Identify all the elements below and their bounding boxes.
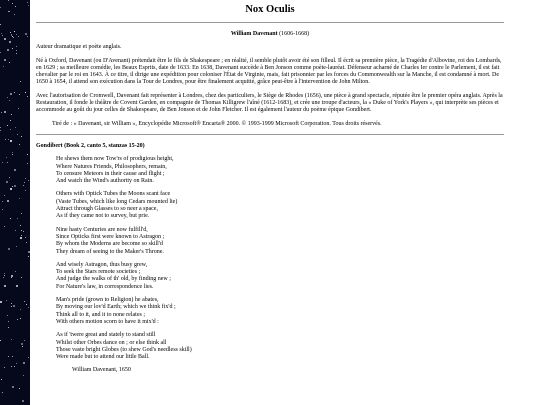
poem-line: To seek the Stars remote societies ; [56,269,141,276]
star [28,180,29,181]
poem-line: With others motion scorn to have it mix'd : [56,318,159,325]
poem-signature: William Davenant, 1650 [72,367,131,374]
star [9,11,10,12]
poem-line: Man's pride (grown to Religion) he abates, [56,297,159,304]
star [4,195,5,196]
poem-line: Since Opticks first were known to Astragon ; [56,233,165,240]
poem-line: They dream of seeing to the Maker's Throne. [56,248,164,255]
star [13,37,14,38]
star [0,127,1,128]
poem-line: (Vaste Tubes, which like long Cedars mounted lie) [56,198,178,205]
poem-line: As if they came not to survey, but prie. [56,213,150,220]
source-credit: Tiré de : « Davenant, sir William », Encyclopédie Microsoft® Encarta® 2000. © 1993-1999 Microsoft Corporation. Tous droits réservés. [52,120,382,127]
star [14,14,15,15]
star [4,367,5,368]
bio-intro: Auteur dramatique et poète anglais. [36,44,122,51]
star [21,343,23,345]
star [14,92,15,93]
star [2,201,3,202]
star [0,130,1,131]
star [15,127,16,128]
star [0,52,1,53]
star [17,134,18,135]
star [1,379,2,380]
star [11,277,12,278]
author-name: William Davenant [230,31,278,37]
star [2,162,3,163]
star [10,32,11,33]
poem-line: Were made but to attend our little Ball. [56,354,150,361]
star [10,129,11,130]
star [1,33,2,34]
star [7,125,8,126]
star [10,93,12,95]
star [12,356,13,357]
star [0,301,2,303]
star [3,277,4,278]
star [16,246,17,247]
star [7,315,8,316]
star [25,178,26,179]
star [12,386,14,388]
poem-stanza [56,262,504,291]
star [2,209,3,210]
star [20,318,21,319]
title-divider [36,22,504,23]
star [21,213,22,214]
star [4,111,6,113]
star [27,2,28,3]
star [6,181,8,183]
star [20,237,22,239]
author-dates: (1606-1668) [279,31,310,37]
star [8,356,9,357]
star [12,186,13,187]
star [21,277,22,278]
star [28,251,30,253]
star [0,340,1,341]
poem-body [36,156,504,361]
poem-stanza [56,191,504,220]
star [12,152,13,153]
star [19,94,20,95]
star [4,38,6,40]
star [27,154,28,155]
star [12,154,13,155]
star [10,218,11,219]
star [11,306,12,307]
star [22,400,24,402]
poem-line: As if 'twere great and stately to stand still [56,332,156,339]
star [26,304,27,305]
star [23,362,25,364]
star [13,305,15,307]
star [25,190,26,191]
poem-line: For Nature's law, in correspondence lies. [56,283,154,290]
star [8,0,9,1]
poem-stanza [56,297,504,326]
star [22,346,23,347]
poem-line: Attract through Glasses to so neer a space, [56,206,158,213]
star [24,301,25,302]
star [8,139,9,140]
star [28,256,29,257]
star [3,66,4,67]
star [11,366,12,367]
star [7,97,8,98]
star [11,35,12,36]
star [23,185,24,186]
star [28,5,29,6]
star [14,366,15,367]
star [7,49,9,51]
star [1,112,2,113]
bio-paragraph-2: Avec l'autorisation de Cromwell, Davenant fait représenter à Londres, chez des particuliers, le Siège de Rhodes (1656), une pièce à grand spectacle, réputée être le premier opéra anglais. Après la Restauration, il fonde le théâtre de Covent Garden, en compagnie de Thomas Killigrew l'aîné (1612-1683), et crée une troupe d'acteurs, la « Duke of York's Players », qui interprète ses pièces et accommode au goût du jour celles de Shakespeare, de Ben Jonson et de John Fletcher. Il est également l'auteur du poème épique Gondibert. [36,92,503,114]
star [27,96,28,97]
star [7,162,8,163]
star [6,300,7,301]
poem-line: Where Natures Friends, Philosophers, remain, [56,163,167,170]
star [7,200,9,202]
star [23,375,24,376]
star [15,230,16,231]
section-divider [36,134,504,135]
star [9,62,10,63]
star [26,242,27,243]
star [2,392,3,393]
star [19,198,20,199]
poem-line: Nine hasty Centuries are now fulfill'd, [56,226,148,233]
star [23,231,24,232]
poem-stanza [56,156,504,185]
star [20,225,21,226]
star [10,120,11,121]
star [21,230,22,231]
poem-line: And wisely Astragon, thus busy grew, [56,261,148,268]
star [25,237,26,238]
star [17,319,18,320]
star [24,182,25,183]
star [11,303,12,304]
star [16,34,17,35]
star [9,41,11,43]
page-content [36,0,504,405]
poem-line: Think all to it, and it to none relates ; [56,311,145,318]
star [4,285,6,287]
star [15,6,16,7]
star [9,177,10,178]
star [21,235,22,236]
star [4,226,5,227]
star [17,218,18,219]
poem-line: Whilst other Orbes dance on ; or else think all [56,339,167,346]
star [16,50,17,51]
star [2,35,3,36]
star [25,92,26,93]
star [15,271,16,272]
starfield-border [0,0,30,405]
poem-line: He shews them now Tow'rs of prodigious height, [56,156,174,163]
star [16,53,17,54]
star [19,144,20,145]
star [12,3,13,4]
star [9,100,10,101]
star [4,273,5,274]
star [11,114,12,115]
star [16,46,17,47]
star [20,309,21,310]
star [21,136,22,137]
star [16,285,18,287]
star [4,59,6,61]
poem-line: And judge the walks of th' old, by finding new ; [56,276,171,283]
poem-line: By moving our lov'd Earth; which we think fix'd ; [56,304,176,311]
poem-line: And watch the Wind's authority on Rain. [56,178,154,185]
star [10,188,12,190]
star [8,327,9,328]
star [16,363,17,364]
star [4,275,5,276]
star [14,185,16,187]
star [0,7,1,8]
star [24,340,25,341]
poem-line: By whom the Moderns are become so skill'd [56,241,163,248]
star [20,81,21,82]
star [6,157,7,158]
star [12,48,13,49]
bio-paragraph-1: Né à Oxford, Davenant (ou D'Avenant) prétendait être le fils de Shakespeare ; en réalité, il semble plutôt avoir été son filleul. Il écrit sa première pièce, la Tragédie d'Albovine, roi des Lombards, en 1629 ; sa meilleure comédie, les Beaux Esprits, date de 1633. En 1638, Davenant succède à Ben Jonson comme poète-lauréat. Défenseur acharné de Charles Ier contre le Parlement, il est fait chevalier par le roi en 1643. À ce titre, il dirige une expédition pour coloniser l'État de Virginie, mais, fait prisonnier par les forces du Commonwealth sur la Manche, il est condamné à mort. De 1650 à 1654, il attend son exécution dans la Tour de Londres, pour être finalement acquitté, grâce peut-être à l'intervention de John Milton. [36,57,502,86]
star [11,339,12,340]
poem-line: Those vaste bright Globes (to shew God's needless skill) [56,346,192,353]
star [8,321,9,322]
poem-title: Gondibert (Book 2, canto 5, stanzas 15-20) [36,142,145,149]
star [19,388,20,389]
star [18,108,19,109]
star [14,31,15,32]
star [25,33,27,35]
poem-stanza [56,332,504,361]
star [8,248,10,250]
star [5,139,6,140]
page-title: Nox Oculis [245,4,295,15]
poem-line: Others with Optick Tubes the Moons scant face [56,191,171,198]
poem-stanza [56,227,504,256]
poem-line: To censure Meteors in their cause and flight ; [56,170,165,177]
star [10,140,12,142]
star [27,36,28,37]
star [14,169,16,171]
author-heading [36,31,504,38]
star [0,24,1,25]
star [27,163,28,164]
star [18,36,19,37]
star [28,307,29,308]
star [28,357,29,358]
